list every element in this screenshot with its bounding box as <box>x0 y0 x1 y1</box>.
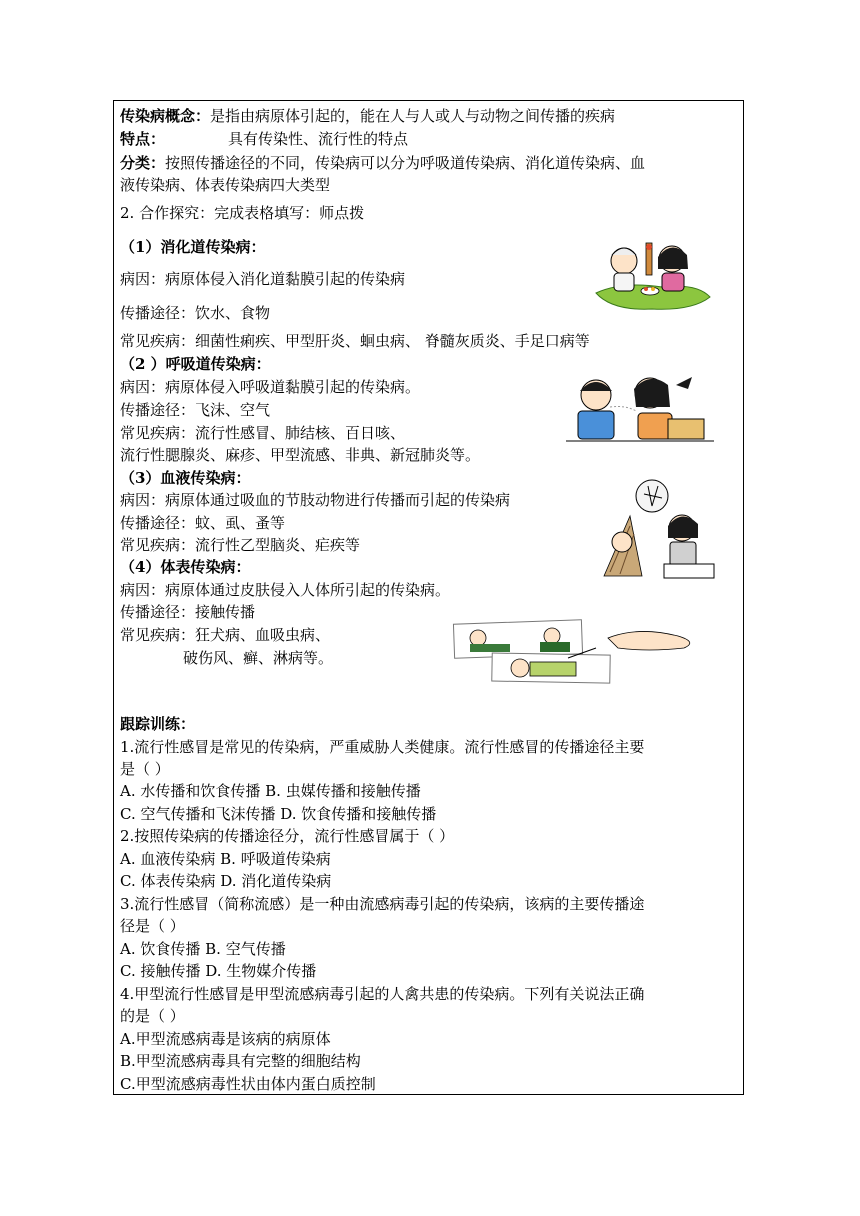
q1-options-1: A. 水传播和饮食传播 B. 虫媒传播和接触传播 <box>120 782 421 800</box>
q3-stem-1: 3.流行性感冒（简称流感）是一种由流感病毒引起的传染病，该病的主要传播途 <box>120 895 645 913</box>
q4-stem-2: 的是（ ） <box>120 1007 185 1025</box>
concept-text: 是指由病原体引起的，能在人与人或人与动物之间传播的疾病 <box>210 107 616 125</box>
children-eating-illustration <box>592 233 712 313</box>
q1-options-2: C. 空气传播和飞沫传播 D. 饮食传播和接触传播 <box>120 805 437 823</box>
q2-options-2: C. 体表传染病 D. 消化道传染病 <box>120 872 332 890</box>
explore-instruction: 2. 合作探究：完成表格填写：师点拨 <box>120 204 365 222</box>
q4-option-b: B.甲型流感病毒具有完整的细胞结构 <box>120 1052 361 1070</box>
digestive-diseases: 常见疾病：细菌性痢疾、甲型肝炎、蛔虫病、 脊髓灰质炎、手足口病等 <box>120 332 590 350</box>
blood-route: 传播途径：蚊、虱、蚤等 <box>120 514 286 532</box>
classification-line <box>120 153 645 173</box>
q2-options-1: A. 血液传染病 B. 呼吸道传染病 <box>120 850 331 868</box>
surface-cause: 病因：病原体通过皮肤侵入人体所引起的传染病。 <box>120 581 451 599</box>
mosquito-bite-illustration <box>600 476 718 580</box>
surface-diseases-2: 破伤风、癣、淋病等。 <box>183 649 334 667</box>
blood-diseases: 常见疾病：流行性乙型脑炎、疟疾等 <box>120 536 361 554</box>
classification-text: 按照传播途径的不同，传染病可以分为呼吸道传染病、消化道传染病、血 <box>165 154 646 172</box>
q1-stem-2: 是（ ） <box>120 760 170 778</box>
contact-transmission-illustration <box>448 618 704 684</box>
respiratory-cause: 病因：病原体侵入呼吸道黏膜引起的传染病。 <box>120 378 421 396</box>
concept-line <box>120 106 615 126</box>
q2-stem: 2.按照传染病的传播途径分，流行性感冒属于（ ） <box>120 827 455 845</box>
feature-label: 特点： <box>120 130 166 148</box>
q3-stem-2: 径是（ ） <box>120 917 185 935</box>
blood-cause: 病因：病原体通过吸血的节肢动物进行传播而引起的传染病 <box>120 491 511 509</box>
surface-diseases-1: 常见疾病：狂犬病、血吸虫病、 <box>120 626 331 644</box>
digestive-title: （1）消化道传染病： <box>120 238 266 256</box>
q4-stem-1: 4.甲型流行性感冒是甲型流感病毒引起的人禽共患的传染病。下列有关说法正确 <box>120 985 645 1003</box>
classification-line-2: 液传染病、体表传染病四大类型 <box>120 176 331 194</box>
digestive-cause: 病因：病原体侵入消化道黏膜引起的传染病 <box>120 270 406 288</box>
children-coughing-illustration <box>566 367 714 445</box>
blood-title: （3）血液传染病： <box>120 469 251 487</box>
feature-text: 具有传染性、流行性的特点 <box>228 130 409 148</box>
q4-option-a: A.甲型流感病毒是该病的病原体 <box>120 1030 331 1048</box>
surface-title: （4）体表传染病： <box>120 558 251 576</box>
surface-route: 传播途径：接触传播 <box>120 603 256 621</box>
training-title: 跟踪训练： <box>120 715 196 733</box>
feature-line <box>120 129 408 149</box>
classification-label: 分类： <box>120 154 166 172</box>
concept-label: 传染病概念： <box>120 107 211 125</box>
respiratory-diseases-2: 流行性腮腺炎、麻疹、甲型流感、非典、新冠肺炎等。 <box>120 446 481 464</box>
digestive-route: 传播途径：饮水、食物 <box>120 304 271 322</box>
q3-options-1: A. 饮食传播 B. 空气传播 <box>120 940 286 958</box>
q3-options-2: C. 接触传播 D. 生物媒介传播 <box>120 962 317 980</box>
q1-stem-1: 1.流行性感冒是常见的传染病，严重威胁人类健康。流行性感冒的传播途径主要 <box>120 738 645 756</box>
respiratory-diseases-1: 常见疾病：流行性感冒、肺结核、百日咳、 <box>120 424 406 442</box>
respiratory-title: （2 ）呼吸道传染病： <box>120 355 271 373</box>
respiratory-route: 传播途径：飞沫、空气 <box>120 401 271 419</box>
q4-option-c: C.甲型流感病毒性状由体内蛋白质控制 <box>120 1075 376 1093</box>
